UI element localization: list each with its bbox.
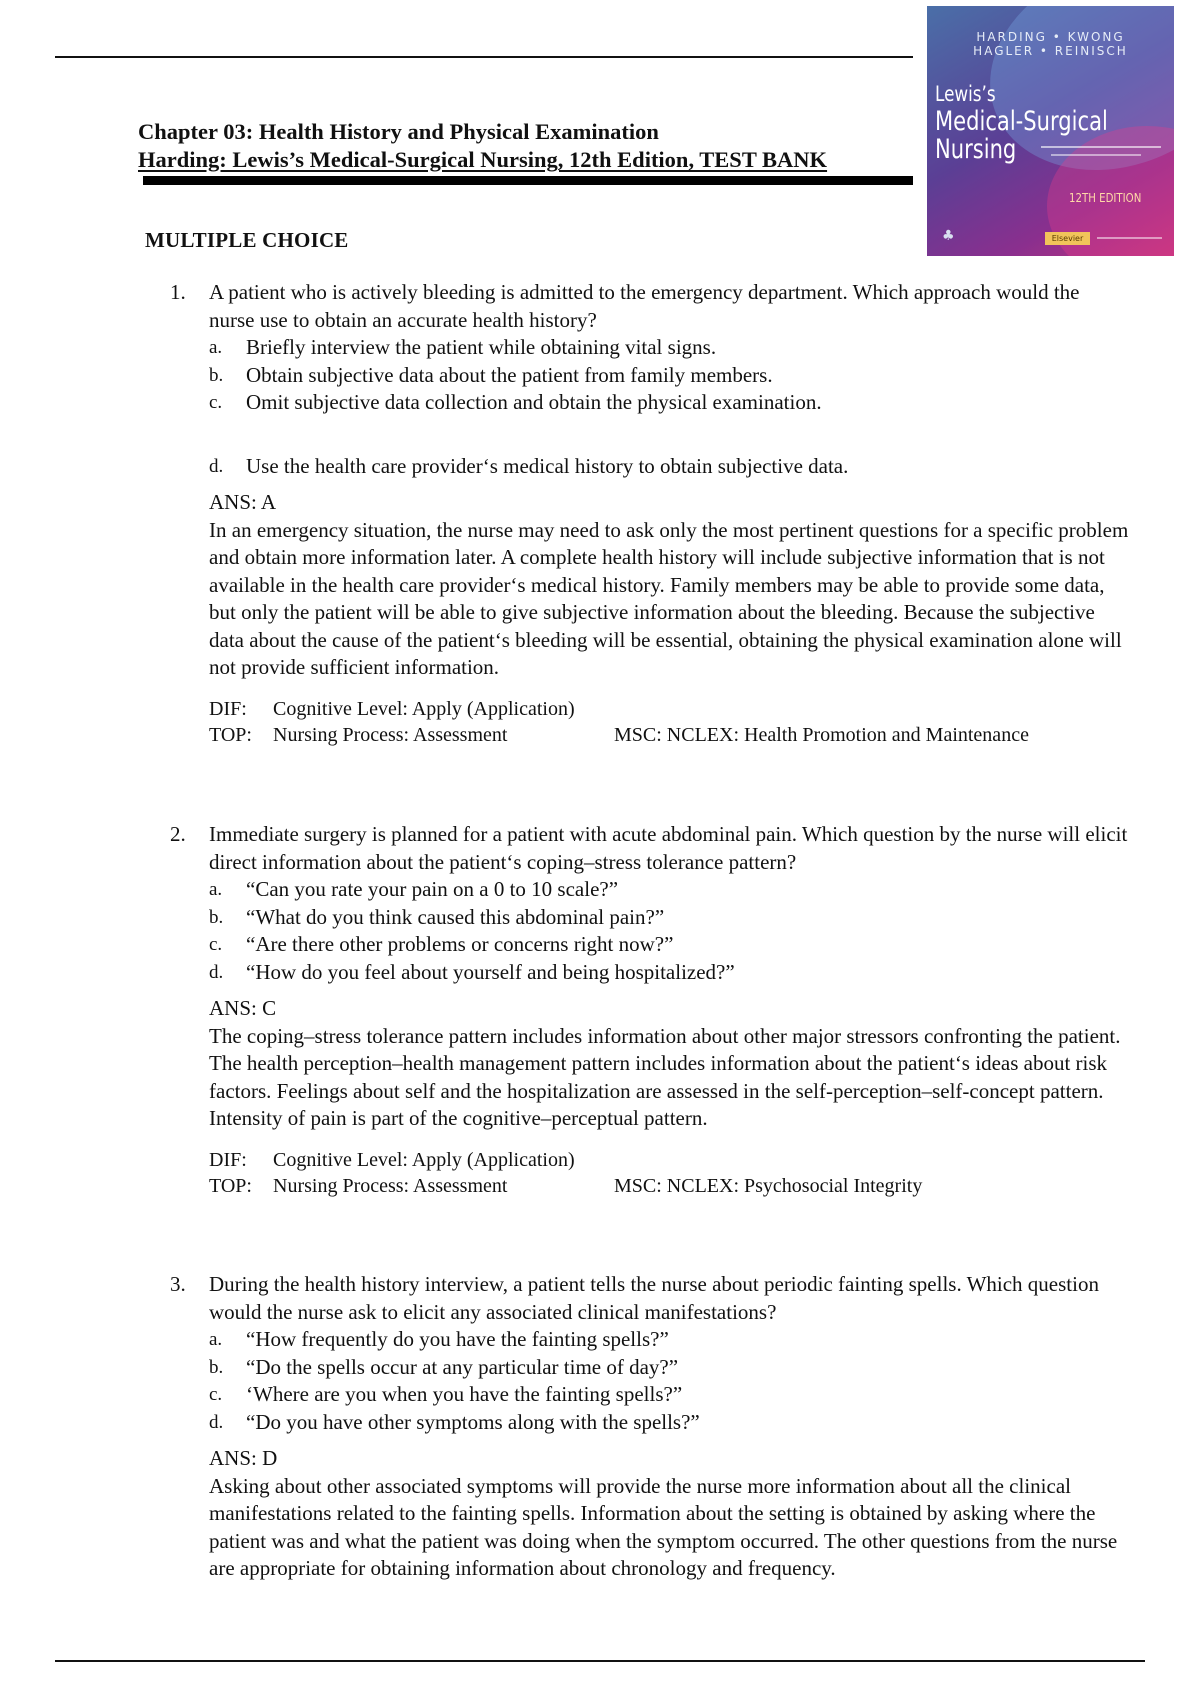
option-text: “Do you have other symptoms along with the spells?”: [246, 1409, 700, 1434]
option-text: ‘Where are you when you have the fainting spells?”: [246, 1382, 683, 1406]
cover-subtitle-line: [1041, 146, 1161, 148]
answer-key: ANS: A: [209, 490, 277, 514]
rationale: Asking about other associated symptoms will provide the nurse more information about all the clinical manifestations related to the fainting spells. Information about the setting is obtained by asking where the patient was and what the patient was doing when the symptom occurred. The other questions from the nurse are appropriate for obtaining information about chronology and frequency.: [209, 1473, 1118, 1580]
cover-subtitle-line: [1051, 154, 1141, 156]
answer-option: [209, 904, 1130, 932]
option-letter: b.: [209, 1356, 224, 1378]
answer-option: [209, 389, 1130, 417]
answer-key: ANS: D: [209, 1446, 278, 1470]
option-text: Use the health care provider‘s medical history to obtain subjective data.: [246, 453, 849, 478]
meta-msc: MSC: NCLEX: Psychosocial Integrity: [614, 1174, 923, 1197]
document-header: [138, 118, 928, 174]
cover-title: Medical-Surgical: [935, 106, 1108, 137]
chapter-title: Chapter 03: Health History and Physical Examination: [138, 119, 659, 144]
option-text: Obtain subjective data about the patient from family members.: [246, 362, 773, 387]
option-letter: a.: [209, 879, 223, 900]
option-letter: c.: [209, 934, 223, 955]
question-1: [170, 279, 1130, 748]
question-stem: Immediate surgery is planned for a patient with acute abdominal pain. Which question by the nurse will elicit direct information about the patient‘s coping–stress tolerance pattern?: [209, 822, 1128, 874]
cover-authors: HAGLER • REINISCH: [973, 44, 1128, 58]
meta-top: TOP: Nursing Process: Assessment MSC: NCLEX: Psychosocial Integrity: [209, 1174, 923, 1197]
option-letter: d.: [209, 455, 224, 477]
header-bar: [143, 176, 913, 185]
option-text: “How do you feel about yourself and being hospitalized?”: [246, 959, 735, 984]
cover-title: Lewis’s: [935, 82, 996, 106]
cover-authors: HARDING • KWONG: [976, 30, 1125, 44]
question-stem: During the health history interview, a patient tells the nurse about periodic fainting spells. Which question would the nurse ask to elicit any associated clinical manifestations?: [209, 1272, 1099, 1324]
cover-publisher-line: [1097, 237, 1162, 239]
meta-top: TOP: Nursing Process: Assessment MSC: NCLEX: Health Promotion and Maintenance: [209, 723, 1029, 746]
option-letter: b.: [209, 906, 224, 928]
option-letter: d.: [209, 961, 224, 983]
answer-option: [209, 959, 1130, 987]
option-letter: c.: [209, 392, 223, 413]
answer-option: [209, 1409, 1130, 1437]
question-3: [170, 1271, 1130, 1583]
answer-option: [209, 453, 1130, 481]
question-stem: A patient who is actively bleeding is admitted to the emergency department. Which approach would the nurse use to obtain an accurate health history?: [209, 280, 1080, 332]
meta-dif: DIF: Cognitive Level: Apply (Application): [209, 697, 575, 720]
answer-option: [209, 1354, 1130, 1382]
answer-option: [209, 362, 1130, 390]
option-text: Omit subjective data collection and obtain the physical examination.: [246, 390, 822, 414]
question-number: 1.: [170, 280, 186, 304]
book-title: Harding: Lewis’s Medical-Surgical Nursing, 12th Edition, TEST BANK: [138, 147, 828, 172]
option-text: “Do the spells occur at any particular time of day?”: [246, 1354, 679, 1379]
answer-option: [209, 1326, 1130, 1354]
publisher-tree-icon: ♣: [942, 228, 955, 244]
option-text: Briefly interview the patient while obtaining vital signs.: [246, 335, 717, 359]
answer-option: [209, 334, 1130, 362]
question-number: 2.: [170, 822, 186, 846]
option-letter: a.: [209, 1329, 223, 1350]
option-letter: d.: [209, 1411, 224, 1433]
question-2: [170, 821, 1130, 1199]
answer-key: ANS: C: [209, 996, 277, 1020]
option-text: “What do you think caused this abdominal pain?”: [246, 904, 665, 929]
bottom-rule: [55, 1660, 1145, 1662]
option-text: “Can you rate your pain on a 0 to 10 scale?”: [246, 877, 619, 901]
rationale: In an emergency situation, the nurse may need to ask only the most pertinent questions for a specific problem and obtain more information later. A complete health history will include subjective information that is not available in the health care provider‘s medical history. Family members may be able to provide some data, but only the patient will be able to give subjective information about the bleeding. Because the subjective data about the cause of the patient‘s bleeding will be essential, obtaining the physical examination alone will not provide sufficient information.: [209, 517, 1129, 679]
meta-dif: DIF: Cognitive Level: Apply (Application): [209, 1148, 575, 1171]
answer-option: [209, 1381, 1130, 1409]
section-title: MULTIPLE CHOICE: [145, 228, 349, 252]
cover-edition: 12TH EDITION: [1069, 191, 1142, 205]
option-letter: b.: [209, 364, 224, 386]
top-rule: [55, 56, 913, 58]
answer-option: [209, 931, 1130, 959]
question-number: 3.: [170, 1272, 186, 1296]
option-letter: c.: [209, 1384, 223, 1405]
answer-option: [209, 876, 1130, 904]
rationale: The coping–stress tolerance pattern includes information about other major stressors confronting the patient. The health perception–health management pattern includes information about the patient‘s ideas about risk factors. Feelings about self and the hospitalization are assessed in the self-perception–self-concept pattern. Intensity of pain is part of the cognitive–perceptual pattern.: [209, 1023, 1121, 1130]
cover-publisher: Elsevier: [1045, 232, 1090, 245]
cover-title: Nursing: [935, 134, 1017, 165]
option-text: “How frequently do you have the fainting spells?”: [246, 1327, 669, 1351]
option-letter: a.: [209, 337, 223, 358]
meta-msc: MSC: NCLEX: Health Promotion and Maintenance: [614, 723, 1029, 746]
option-text: “Are there other problems or concerns right now?”: [246, 932, 674, 956]
book-cover-image: [927, 6, 1174, 256]
